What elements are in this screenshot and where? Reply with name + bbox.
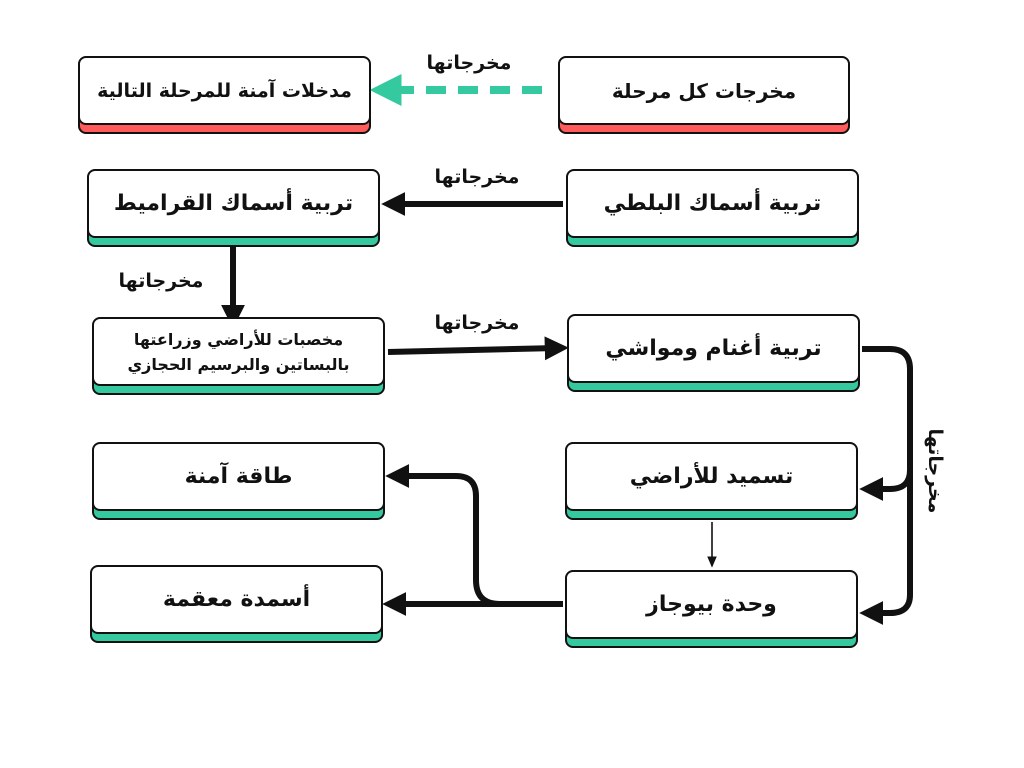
box-livestock-farming (567, 314, 860, 383)
box-fertilizers-line2: بالبساتين والبرسيم الحجازي (127, 354, 350, 374)
box-safe-energy-label: طاقة آمنة (184, 464, 293, 489)
box-tilapia-farming-label: تربية أسماك البلطي (603, 191, 822, 216)
box-biogas-unit (565, 570, 858, 639)
box-fertilizers-line1: مخصبات للأراضي وزراعتها (133, 329, 344, 349)
box-sterilized-fertilizers-label: أسمدة معقمة (162, 587, 311, 612)
box-biogas-unit-label: وحدة بيوجاز (646, 592, 777, 617)
label-outputs-legend: مخرجاتها (426, 52, 512, 74)
box-land-fertilizing (565, 442, 858, 511)
box-crayfish-farming-label: تربية أسماك القراميط (113, 191, 354, 216)
arrow-livestock-to-land (862, 349, 910, 489)
label-outputs-crayfish: مخرجاتها (118, 270, 204, 292)
label-outputs-tilapia: مخرجاتها (434, 166, 520, 188)
arrow-biogas-to-energy (396, 476, 500, 604)
box-livestock-farming-label: تربية أغنام ومواشي (605, 336, 822, 361)
box-crayfish-farming (87, 169, 380, 238)
label-outputs-fertilizers: مخرجاتها (434, 312, 520, 334)
box-land-fertilizing-label: تسميد للأراضي (629, 464, 794, 489)
box-outputs-each-stage (558, 56, 850, 125)
arrow-fertilizers-to-livestock (388, 348, 558, 352)
box-sterilized-fertilizers (90, 565, 383, 634)
label-outputs-livestock: مخرجاتها (924, 428, 946, 514)
box-fertilizers (92, 317, 385, 386)
box-safe-energy (92, 442, 385, 511)
box-safe-inputs-next-stage (78, 56, 371, 125)
box-tilapia-farming (566, 169, 859, 238)
box-safe-inputs-next-stage-label: مدخلات آمنة للمرحلة التالية (97, 79, 352, 102)
box-outputs-each-stage-label: مخرجات كل مرحلة (611, 78, 797, 103)
